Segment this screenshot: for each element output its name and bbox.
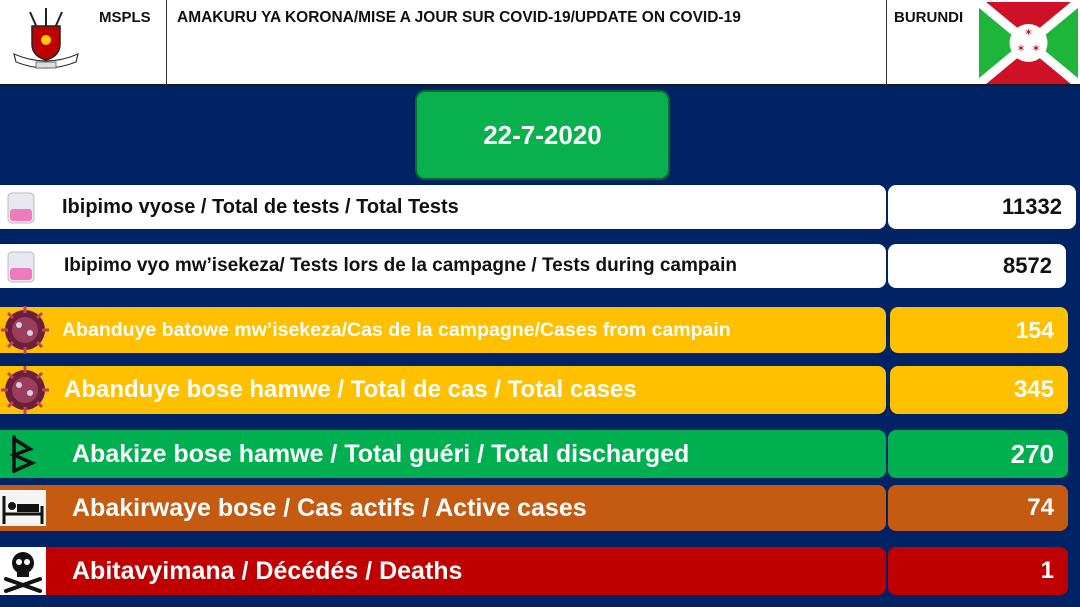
country-cell (887, 0, 977, 86)
stat-value: 74 (1027, 494, 1054, 521)
stat-label-bar (0, 430, 886, 478)
country-name: BURUNDI (894, 9, 964, 26)
date-badge (415, 90, 670, 180)
stat-label: Abanduye bose hamwe / Total de cas / Total cases (64, 376, 637, 403)
test-tube-icon (0, 185, 44, 229)
test-tube-icon (0, 244, 44, 288)
stat-row-campaign-tests (0, 244, 1080, 288)
stat-row-active-cases (0, 485, 1080, 531)
stat-label: Abakize bose hamwe / Total guéri / Total discharged (72, 439, 690, 468)
logo-cell (0, 0, 90, 86)
svg-text:✶: ✶ (1031, 42, 1041, 55)
stat-label-bar (0, 547, 886, 595)
svg-text:✶: ✶ (1016, 42, 1026, 55)
virus-icon (0, 365, 50, 415)
stat-row-total-tests (0, 185, 1080, 229)
stat-value: 11332 (1002, 194, 1062, 219)
runner-icon (0, 431, 46, 477)
stat-label-bar (0, 366, 886, 414)
org-cell (90, 0, 167, 86)
stat-value: 154 (1015, 316, 1054, 343)
org-name: MSPLS (99, 9, 151, 26)
svg-text:✶: ✶ (1023, 26, 1034, 39)
page-title: AMAKURU YA KORONA/MISE A JOUR SUR COVID-19/UPDATE ON COVID-19 (177, 9, 741, 26)
title-cell (167, 0, 887, 86)
stat-value: 8572 (1003, 253, 1052, 278)
stat-value: 345 (1013, 376, 1054, 403)
stat-value-box (890, 366, 1068, 414)
stat-label-bar (0, 185, 886, 229)
hospital-bed-icon (0, 486, 48, 530)
stat-label-bar (0, 485, 886, 531)
stat-row-campaign-cases (0, 307, 1080, 353)
stat-label: Ibipimo vyo mw’isekeza/ Tests lors de la campagne / Tests during campain (64, 255, 737, 276)
header-bar (0, 0, 1080, 86)
report-date: 22-7-2020 (483, 119, 602, 150)
stat-label: Abitavyimana / Décédés / Deaths (72, 556, 463, 585)
burundi-emblem-icon (8, 6, 84, 78)
stat-value-box (890, 307, 1068, 353)
stat-value-box (888, 244, 1066, 288)
stat-label: Ibipimo vyose / Total de tests / Total Tests (62, 195, 459, 218)
stat-label: Abanduye batowe mw’isekeza/Cas de la campagne/Cases from campain (62, 318, 731, 341)
burundi-flag-icon (979, 2, 1078, 84)
stat-value-box (888, 485, 1068, 531)
stat-value: 270 (1010, 438, 1054, 469)
virus-icon (0, 305, 50, 355)
skull-crossbones-icon (0, 547, 46, 595)
stat-row-deaths (0, 547, 1080, 595)
stat-value-box (888, 430, 1068, 478)
stat-label-bar (0, 244, 886, 288)
stat-value-box (888, 547, 1068, 595)
flag-cell (977, 0, 1080, 86)
stat-row-total-cases (0, 366, 1080, 414)
stat-value-box (888, 185, 1076, 229)
stat-label-bar (0, 307, 886, 353)
stat-label: Abakirwaye bose / Cas actifs / Active cases (72, 493, 587, 522)
stat-value: 1 (1040, 557, 1054, 584)
stat-row-discharged (0, 430, 1080, 478)
